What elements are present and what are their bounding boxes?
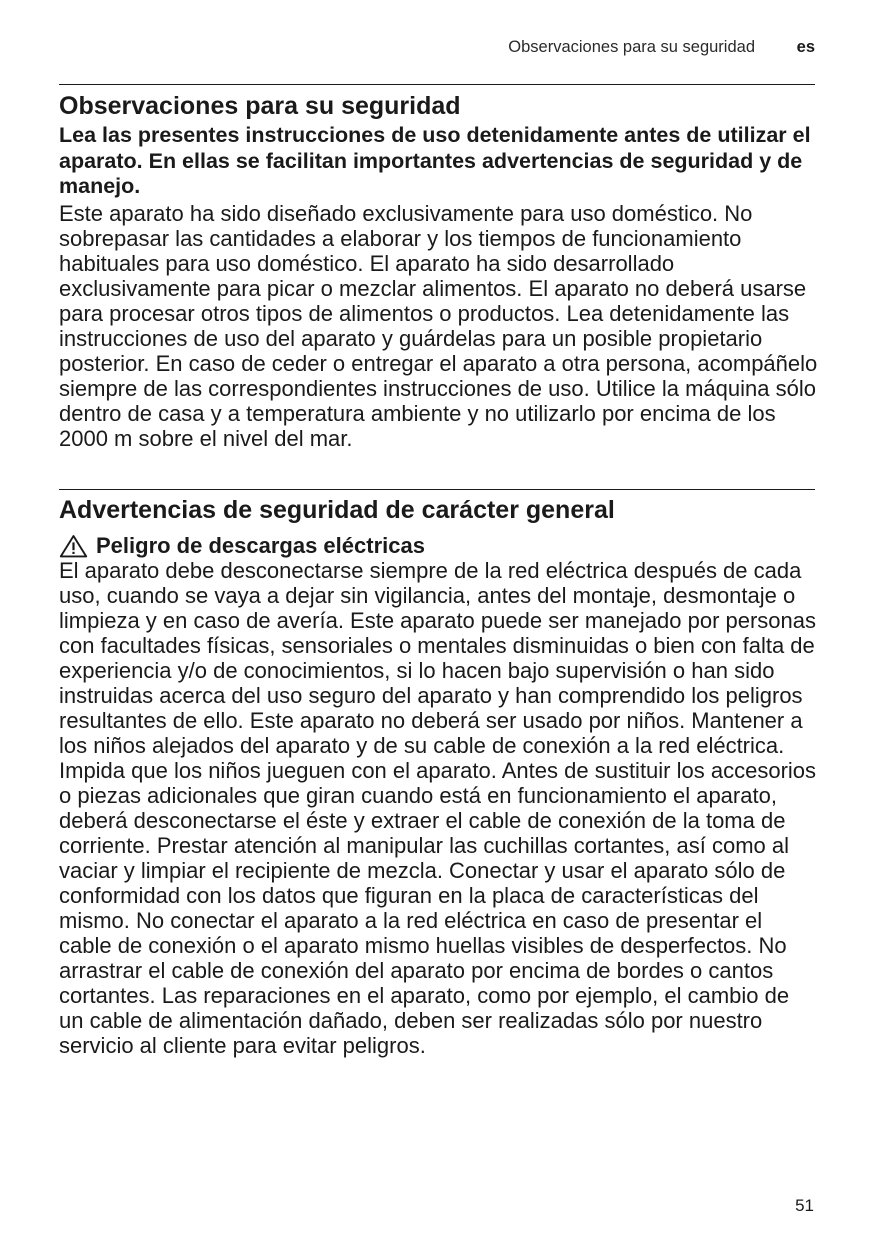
general-warnings-section bbox=[59, 494, 819, 1058]
body-paragraph: El aparato debe desconectarse siempre de la red eléctrica después de cada uso, cuando se vaya a dejar sin vigilancia, antes del montaje, desmontaje o limpieza y en caso de avería. Este aparato puede ser manejado por personas con facultades físicas, sensoriales o mentales disminuidas o bien con falta de experiencia y/o de conocimientos, si lo hacen bajo supervisión o han sido instruidas acerca del uso seguro del aparato y han comprendido los peligros resultantes de ello. Este aparato no deberá ser usado por niños. Mantener a los niños alejados del aparato y de su cable de conexión a la red eléctrica. Impida que los niños jueguen con el aparato. Antes de sustituir los accesorios o piezas adicionales que giran cuando está en funcionamiento el aparato, deberá desconectarse el éste y extraer el cable de conexión de la toma de corriente. Prestar atención al manipular las cuchillas cortantes, así como al vaciar y limpiar el recipiente de mezcla. Conectar y usar el aparato sólo de conformidad con los datos que figuran en la placa de características del mismo. No conectar el aparato a la red eléctrica en caso de presentar el cable de conexión o el aparato mismo huellas visibles de desperfectos. No arrastrar el cable de conexión del aparato por encima de bordes o cantos cortantes. Las reparaciones en el aparato, como por ejemplo, el cambio de un cable de alimentación dañado, deben ser realizadas sólo por nuestro servicio al cliente para evitar peligros. bbox=[59, 558, 817, 1058]
section-divider bbox=[59, 489, 815, 490]
header-title: Observaciones para su seguridad bbox=[508, 38, 755, 56]
warning-heading bbox=[59, 533, 819, 558]
intro-paragraph: Lea las presentes instrucciones de uso detenidamente antes de utilizar el aparato. En ellas se facilitan importantes advertencias de seguridad y de manejo. bbox=[59, 123, 811, 198]
page-header bbox=[59, 38, 815, 62]
section-heading: Advertencias de seguridad de carácter general bbox=[59, 496, 615, 524]
body-paragraph: Este aparato ha sido diseñado exclusivamente para uso doméstico. No sobrepasar las cantidades a elaborar y los tiempos de funcionamiento habituales para uso doméstico. El aparato ha sido desarrollado exclusivamente para picar o mezclar alimentos. El aparato no deberá usarse para procesar otros tipos de alimentos o productos. Lea detenidamente las instrucciones de uso del aparato y guárdelas para un posible propietario posterior. En caso de ceder o entregar el aparato a otra persona, acompáñelo siempre de las correspondientes instrucciones de uso. Utilice la máquina sólo dentro de casa y a temperatura ambiente y no utilizarlo por encima de los 2000 m sobre el nivel del mar. bbox=[59, 200, 818, 451]
page-number: 51 bbox=[795, 1196, 814, 1215]
section-heading: Observaciones para su seguridad bbox=[59, 92, 461, 120]
language-code: es bbox=[796, 38, 815, 56]
safety-notes-section bbox=[59, 90, 819, 451]
warning-triangle-icon bbox=[59, 534, 88, 558]
section-divider bbox=[59, 84, 815, 85]
warning-title: Peligro de descargas eléctricas bbox=[96, 533, 425, 558]
